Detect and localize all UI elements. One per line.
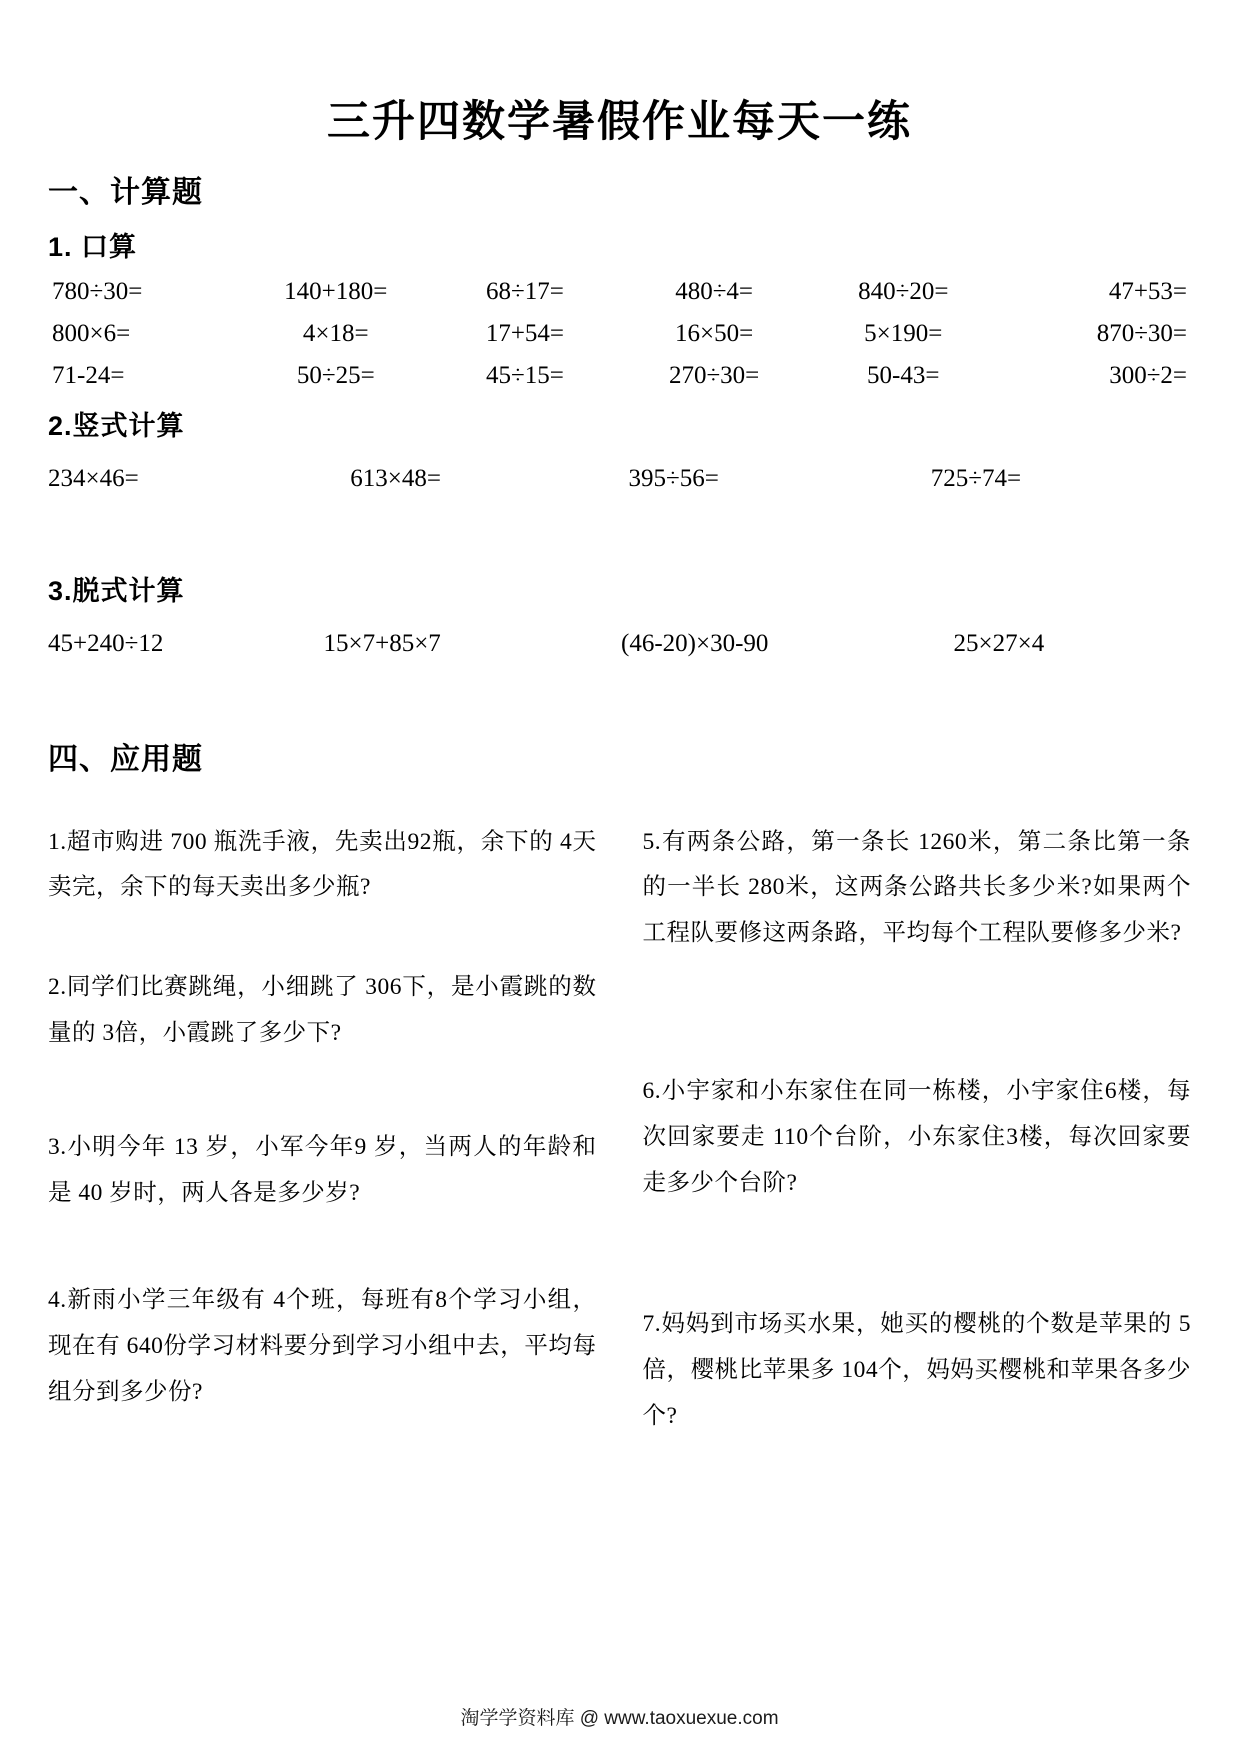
- application-problems: [48, 796, 1191, 1440]
- oral-problem: 47+53=: [1108, 278, 1188, 305]
- oral-row: [48, 278, 1191, 306]
- oral-problem: 780÷30=: [52, 278, 143, 305]
- section-heading-computation: 一、计算题: [48, 176, 203, 209]
- oral-problem: 870÷30=: [1096, 320, 1188, 347]
- expression-problem: 15×7+85×7: [323, 630, 441, 657]
- expression-problems-row: [48, 630, 1191, 658]
- vertical-problem: 613×48=: [350, 465, 441, 492]
- subsection-heading-expression: 3.脱式计算: [48, 576, 185, 606]
- vertical-problem: 234×46=: [48, 465, 139, 492]
- application-problem: 2.同学们比赛跳绳，小细跳了 306下，是小霞跳的数量的 3倍，小霞跳了多少下?: [48, 974, 597, 1046]
- oral-row: [48, 320, 1191, 348]
- vertical-problems-row: [48, 465, 1191, 493]
- oral-problem: 50÷25=: [296, 362, 375, 389]
- oral-problem: 480÷4=: [675, 278, 754, 305]
- subsection-heading-oral: 1. 口算: [48, 232, 138, 262]
- expression-problem: 45+240÷12: [48, 630, 164, 657]
- oral-problem: 800×6=: [52, 320, 131, 347]
- expression-problem: 25×27×4: [953, 630, 1045, 657]
- application-problem: 6.小宇家和小东家住在同一栋楼，小宇家住6楼，每次回家要走 110个台阶，小东家住3楼，每次回家要走多少个台阶?: [642, 1077, 1191, 1196]
- expression-problem: (46-20)×30-90: [621, 630, 769, 657]
- oral-problem: 300÷2=: [1109, 362, 1188, 389]
- application-right-column: [643, 796, 1192, 1440]
- application-problem: 3.小明今年 13 岁，小军今年9 岁，当两人的年龄和是 40 岁时，两人各是多少岁?: [48, 1133, 597, 1206]
- oral-problem: 4×18=: [302, 320, 369, 347]
- application-problem: 4.新雨小学三年级有 4个班，每班有8个学习小组，现在有 640份学习材料要分到学习小组中去，平均每组分到多少份?: [48, 1287, 597, 1405]
- subsection-heading-vertical: 2.竖式计算: [48, 411, 185, 441]
- vertical-problem: 725÷74=: [930, 465, 1022, 492]
- oral-problem: 5×190=: [864, 320, 943, 347]
- oral-problem: 68÷17=: [486, 278, 564, 305]
- oral-problem: 17+54=: [485, 320, 565, 347]
- oral-problem: 45÷15=: [486, 362, 564, 389]
- oral-problem: 270÷30=: [668, 362, 760, 389]
- page-footer: 淘学学资料库 @ www.taoxuexue.com: [460, 1708, 779, 1729]
- page-title: 三升四数学暑假作业每天一练: [327, 98, 912, 146]
- oral-problem: 50-43=: [867, 362, 940, 389]
- section-heading-application: 四、应用题: [48, 743, 203, 776]
- application-problem: 1.超市购进 700 瓶洗手液，先卖出92瓶，余下的 4天卖完，余下的每天卖出多少瓶?: [48, 828, 597, 901]
- oral-problem: 840÷20=: [858, 278, 949, 305]
- application-left-column: [48, 796, 597, 1440]
- oral-problem: 71-24=: [52, 362, 125, 389]
- vertical-problem: 395÷56=: [628, 465, 719, 492]
- oral-problem: 140+180=: [284, 278, 388, 305]
- oral-problem: 16×50=: [675, 320, 754, 347]
- application-problem: 5.有两条公路，第一条长 1260米，第二条比第一条的一半长 280米，这两条公路共长多少米?如果两个工程队要修这两条路，平均每个工程队要修多少米?: [642, 828, 1191, 947]
- oral-row: [48, 362, 1191, 390]
- application-problem: 7.妈妈到市场买水果，她买的樱桃的个数是苹果的 5倍，樱桃比苹果多 104个，妈妈买樱桃和苹果各多少个?: [642, 1311, 1191, 1429]
